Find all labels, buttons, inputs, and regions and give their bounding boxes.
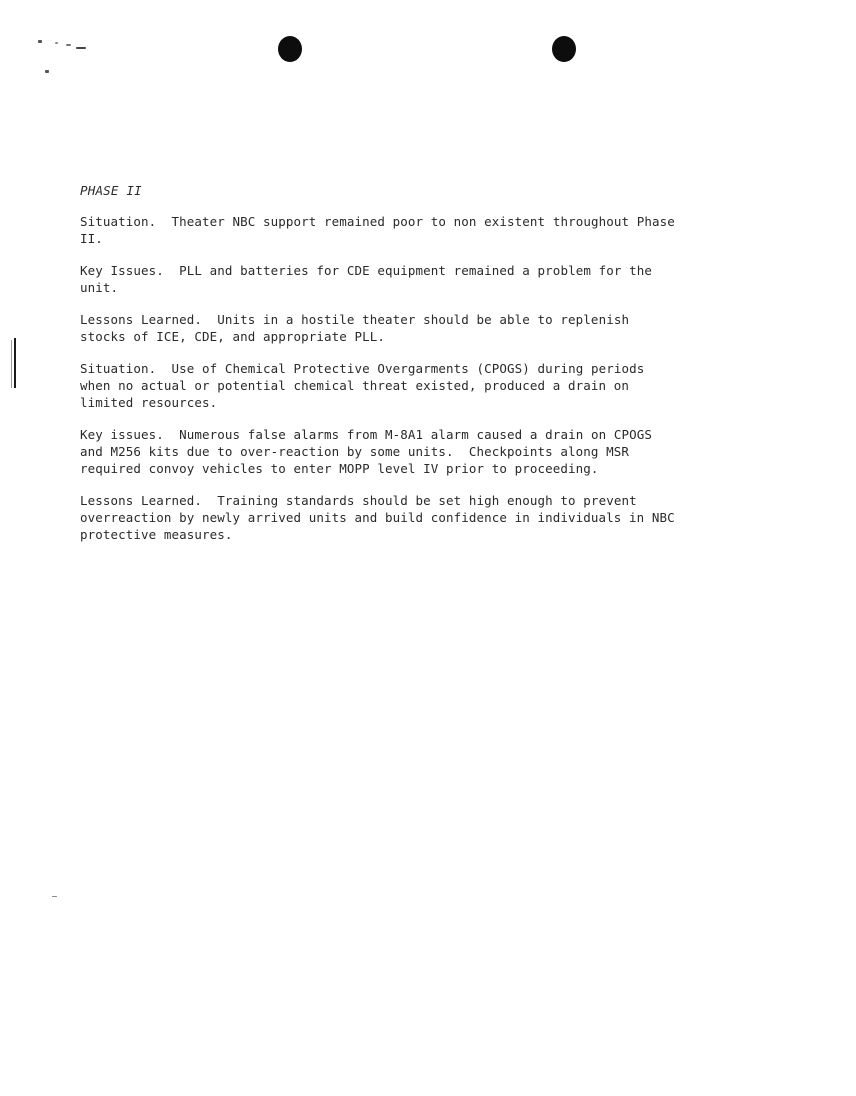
scan-speck [76, 47, 86, 49]
paragraph-text: Use of Chemical Protective Overgarments (CPOGS) during periods when no actual or potential chemical threat existed, produced a drain on limited resources. [80, 361, 645, 410]
document-body [80, 182, 740, 558]
scan-speck [52, 896, 57, 897]
paragraph-label: Key Issues. [80, 263, 164, 278]
punch-hole-left [278, 36, 302, 62]
scan-margin-line [14, 338, 16, 388]
paragraph-situation-1 [80, 213, 740, 247]
paragraph-label: Situation. [80, 214, 157, 229]
paragraph-key-issues-1 [80, 262, 740, 296]
paragraph-lessons-learned-2 [80, 492, 740, 543]
punch-hole-right [552, 36, 576, 62]
scan-margin-line [11, 340, 12, 388]
paragraph-text: Numerous false alarms from M-8A1 alarm caused a drain on CPOGS and M256 kits due to over-reaction by some units. Checkpoints along MSR required convoy vehicles to enter MOPP level IV prior to proceeding. [80, 427, 652, 476]
paragraph-lessons-learned-1 [80, 311, 740, 345]
paragraph-situation-2 [80, 360, 740, 411]
paragraph-label: Lessons Learned. [80, 312, 203, 327]
paragraph-text: PLL and batteries for CDE equipment remained a problem for the unit. [80, 263, 652, 295]
paragraph-key-issues-2 [80, 426, 740, 477]
paragraph-text: Theater NBC support remained poor to non existent throughout Phase II. [80, 214, 675, 246]
scan-speck [38, 40, 42, 43]
paragraph-text: Units in a hostile theater should be able to replenish stocks of ICE, CDE, and appropriate PLL. [80, 312, 630, 344]
scan-speck [55, 42, 58, 44]
section-heading: PHASE II [80, 183, 142, 198]
paragraph-label: Lessons Learned. [80, 493, 203, 508]
scan-speck [66, 44, 71, 46]
paragraph-label: Situation. [80, 361, 157, 376]
paragraph-label: Key issues. [80, 427, 164, 442]
scan-speck [45, 70, 49, 73]
paragraph-text: Training standards should be set high enough to prevent overreaction by newly arrived units and build confidence in individuals in NBC protective measures. [80, 493, 675, 542]
